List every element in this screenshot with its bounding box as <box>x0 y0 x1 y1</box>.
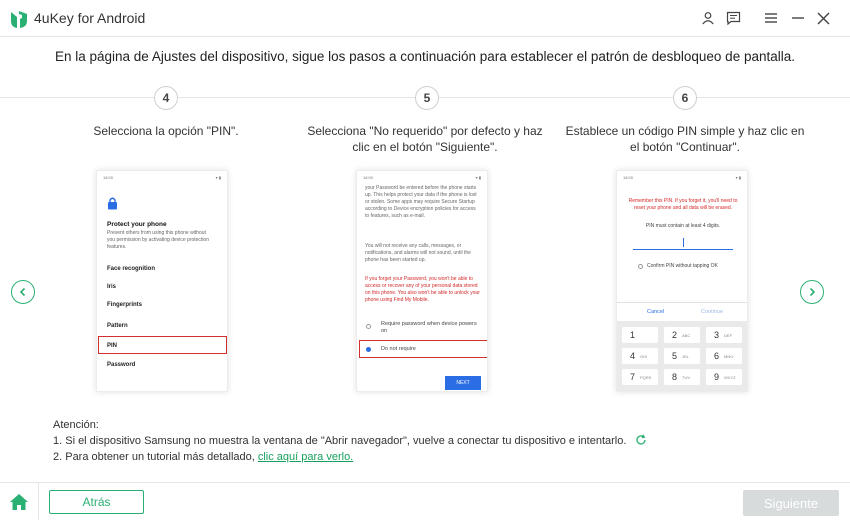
option-password: Password <box>107 362 136 368</box>
key-6: 6 MNO <box>706 348 742 364</box>
key-2: 2 ABC <box>664 327 700 343</box>
pin-input-line <box>633 249 733 250</box>
home-icon[interactable] <box>9 493 29 511</box>
status-time: 18:00 <box>103 175 114 180</box>
phone-warning: If you forget your Password, you won't be able to access or recover any of your personal data stored on this phone. You also won't be able to unlock your phone using Find My Mobile. <box>365 276 480 303</box>
phone-keypad <box>617 321 748 392</box>
phone-screenshot-step-4: 18:00 ▾ ▮ Protect your phone Prevent others from using this phone without you permission by activating device protection features. Face recognition Iris Fingerprints Pattern PIN Password <box>96 170 228 392</box>
lock-icon <box>107 196 118 210</box>
phone-confirm-label: Confirm PIN without tapping OK <box>647 263 718 269</box>
option-require-password: Require password when device powers on <box>381 321 477 334</box>
status-time: 18:00 <box>363 175 374 180</box>
step-4-description: Selecciona la opción "PIN". <box>93 124 239 138</box>
phone-cancel-button: Cancel <box>647 309 665 315</box>
option-iris: Iris <box>107 284 117 290</box>
close-icon[interactable] <box>813 8 833 28</box>
phone-screenshot-step-5: 18:00 ▾ ▮ your Password be entered before the phone starts up. This helps protect your data if the phone is lost or stolen. Some apps may require Secure Startup according to Device encryption policies for access to features, such as e-mail. You will not receive any calls, messages, or notifications, and alarms will not sound, until the phone has been started up. If you forget your Password, you won't be able to access or recover any of your personal data stored on this phone. You also won't be able to unlock your phone using Find My Mobile. Require password when device powers on Do not require NEXT <box>356 170 488 392</box>
step-number-6: 6 <box>673 86 697 110</box>
instruction-text: En la página de Ajustes del dispositivo, sigue los pasos a continuación para establecer el patrón de desbloqueo de pantalla. <box>54 49 795 64</box>
title-bar <box>0 0 850 37</box>
pin-highlight-box <box>98 336 227 354</box>
option-do-not-require: Do not require <box>381 346 416 352</box>
chevron-right-icon <box>807 287 817 297</box>
phone-pin-hint: PIN must contain at least 4 digits. <box>645 223 721 229</box>
step-number-5: 5 <box>415 86 439 110</box>
option-pin: PIN <box>107 343 118 349</box>
tutorial-link[interactable]: clic aquí para verlo. <box>257 451 354 463</box>
step-number-4: 4 <box>154 86 178 110</box>
confirm-checkbox <box>638 264 643 269</box>
option-fingerprints: Fingerprints <box>107 302 143 308</box>
minimize-icon[interactable] <box>788 8 808 28</box>
key-4: 4 GHI <box>622 348 658 364</box>
notes-heading: Atención: <box>53 419 99 431</box>
key-3: 3 DEF <box>706 327 742 343</box>
app-title: 4uKey for Android <box>34 10 146 26</box>
prev-arrow-button[interactable] <box>11 280 35 304</box>
feedback-icon[interactable] <box>723 8 743 28</box>
phone-continue-button: Continue <box>701 309 724 315</box>
radio-do-not-require <box>366 347 371 352</box>
phone-next-button: NEXT <box>445 376 481 390</box>
step-5-description: Selecciona "No requerido" por defecto y haz clic en el botón "Siguiente". <box>307 124 543 154</box>
key-5: 5 JKL <box>664 348 700 364</box>
key-9: 9 WXYZ <box>706 369 742 385</box>
phone-paragraph-1: your Password be entered before the phone starts up. This helps protect your data if the phone is lost or stolen. Some apps may require Secure Startup according to Device encryption policies for access to features, such as e-mail. <box>365 185 477 219</box>
menu-icon[interactable] <box>761 8 781 28</box>
option-pattern: Pattern <box>107 323 128 329</box>
next-button[interactable]: Siguiente <box>743 490 839 516</box>
phone-screenshot-step-6: 18:00 ▾ ▮ Remember this PIN. If you forget it, you'll need to reset your phone and all data will be erased. PIN must contain at least 4 digits. Confirm PIN without tapping OK Cancel Continue 1 2 ABC 3 DEF 4 GHI 5 JKL 6 MNO 7 PQRS 8 TUV 9 WXYZ <box>616 170 748 392</box>
phone-subtitle: Prevent others from using this phone without you permission by activating device protection features. <box>107 230 209 250</box>
key-7: 7 PQRS <box>622 369 658 385</box>
key-1: 1 <box>622 327 658 343</box>
pin-cursor <box>683 238 684 247</box>
account-icon[interactable] <box>698 8 718 28</box>
radio-require-password <box>366 324 371 329</box>
option-face-recognition: Face recognition <box>107 266 156 272</box>
next-arrow-button[interactable] <box>800 280 824 304</box>
app-logo-icon <box>8 8 30 30</box>
do-not-require-highlight-box <box>359 340 488 358</box>
phone-title: Protect your phone <box>107 221 167 228</box>
status-time: 18:00 <box>623 175 634 180</box>
key-8: 8 TUV <box>664 369 700 385</box>
phone-paragraph-2: You will not receive any calls, messages, or notifications, and alarms will not sound, until the phone has been started up. <box>365 243 471 263</box>
notes-section <box>53 417 647 465</box>
note-line-2: 2. Para obtener un tutorial más detallado, <box>53 451 255 463</box>
refresh-icon[interactable] <box>635 434 647 446</box>
chevron-left-icon <box>18 287 28 297</box>
phone-pin-warning: Remember this PIN. If you forget it, you'll need to reset your phone and all data will be erased. <box>628 198 738 211</box>
back-button[interactable]: Atrás <box>49 490 144 514</box>
step-6-description: Establece un código PIN simple y haz clic en el botón "Continuar". <box>565 124 805 154</box>
note-line-1: 1. Si el dispositivo Samsung no muestra la ventana de "Abrir navegador", vuelve a conectar tu dispositivo e intentarlo. <box>53 435 627 447</box>
footer-bar <box>0 482 850 520</box>
